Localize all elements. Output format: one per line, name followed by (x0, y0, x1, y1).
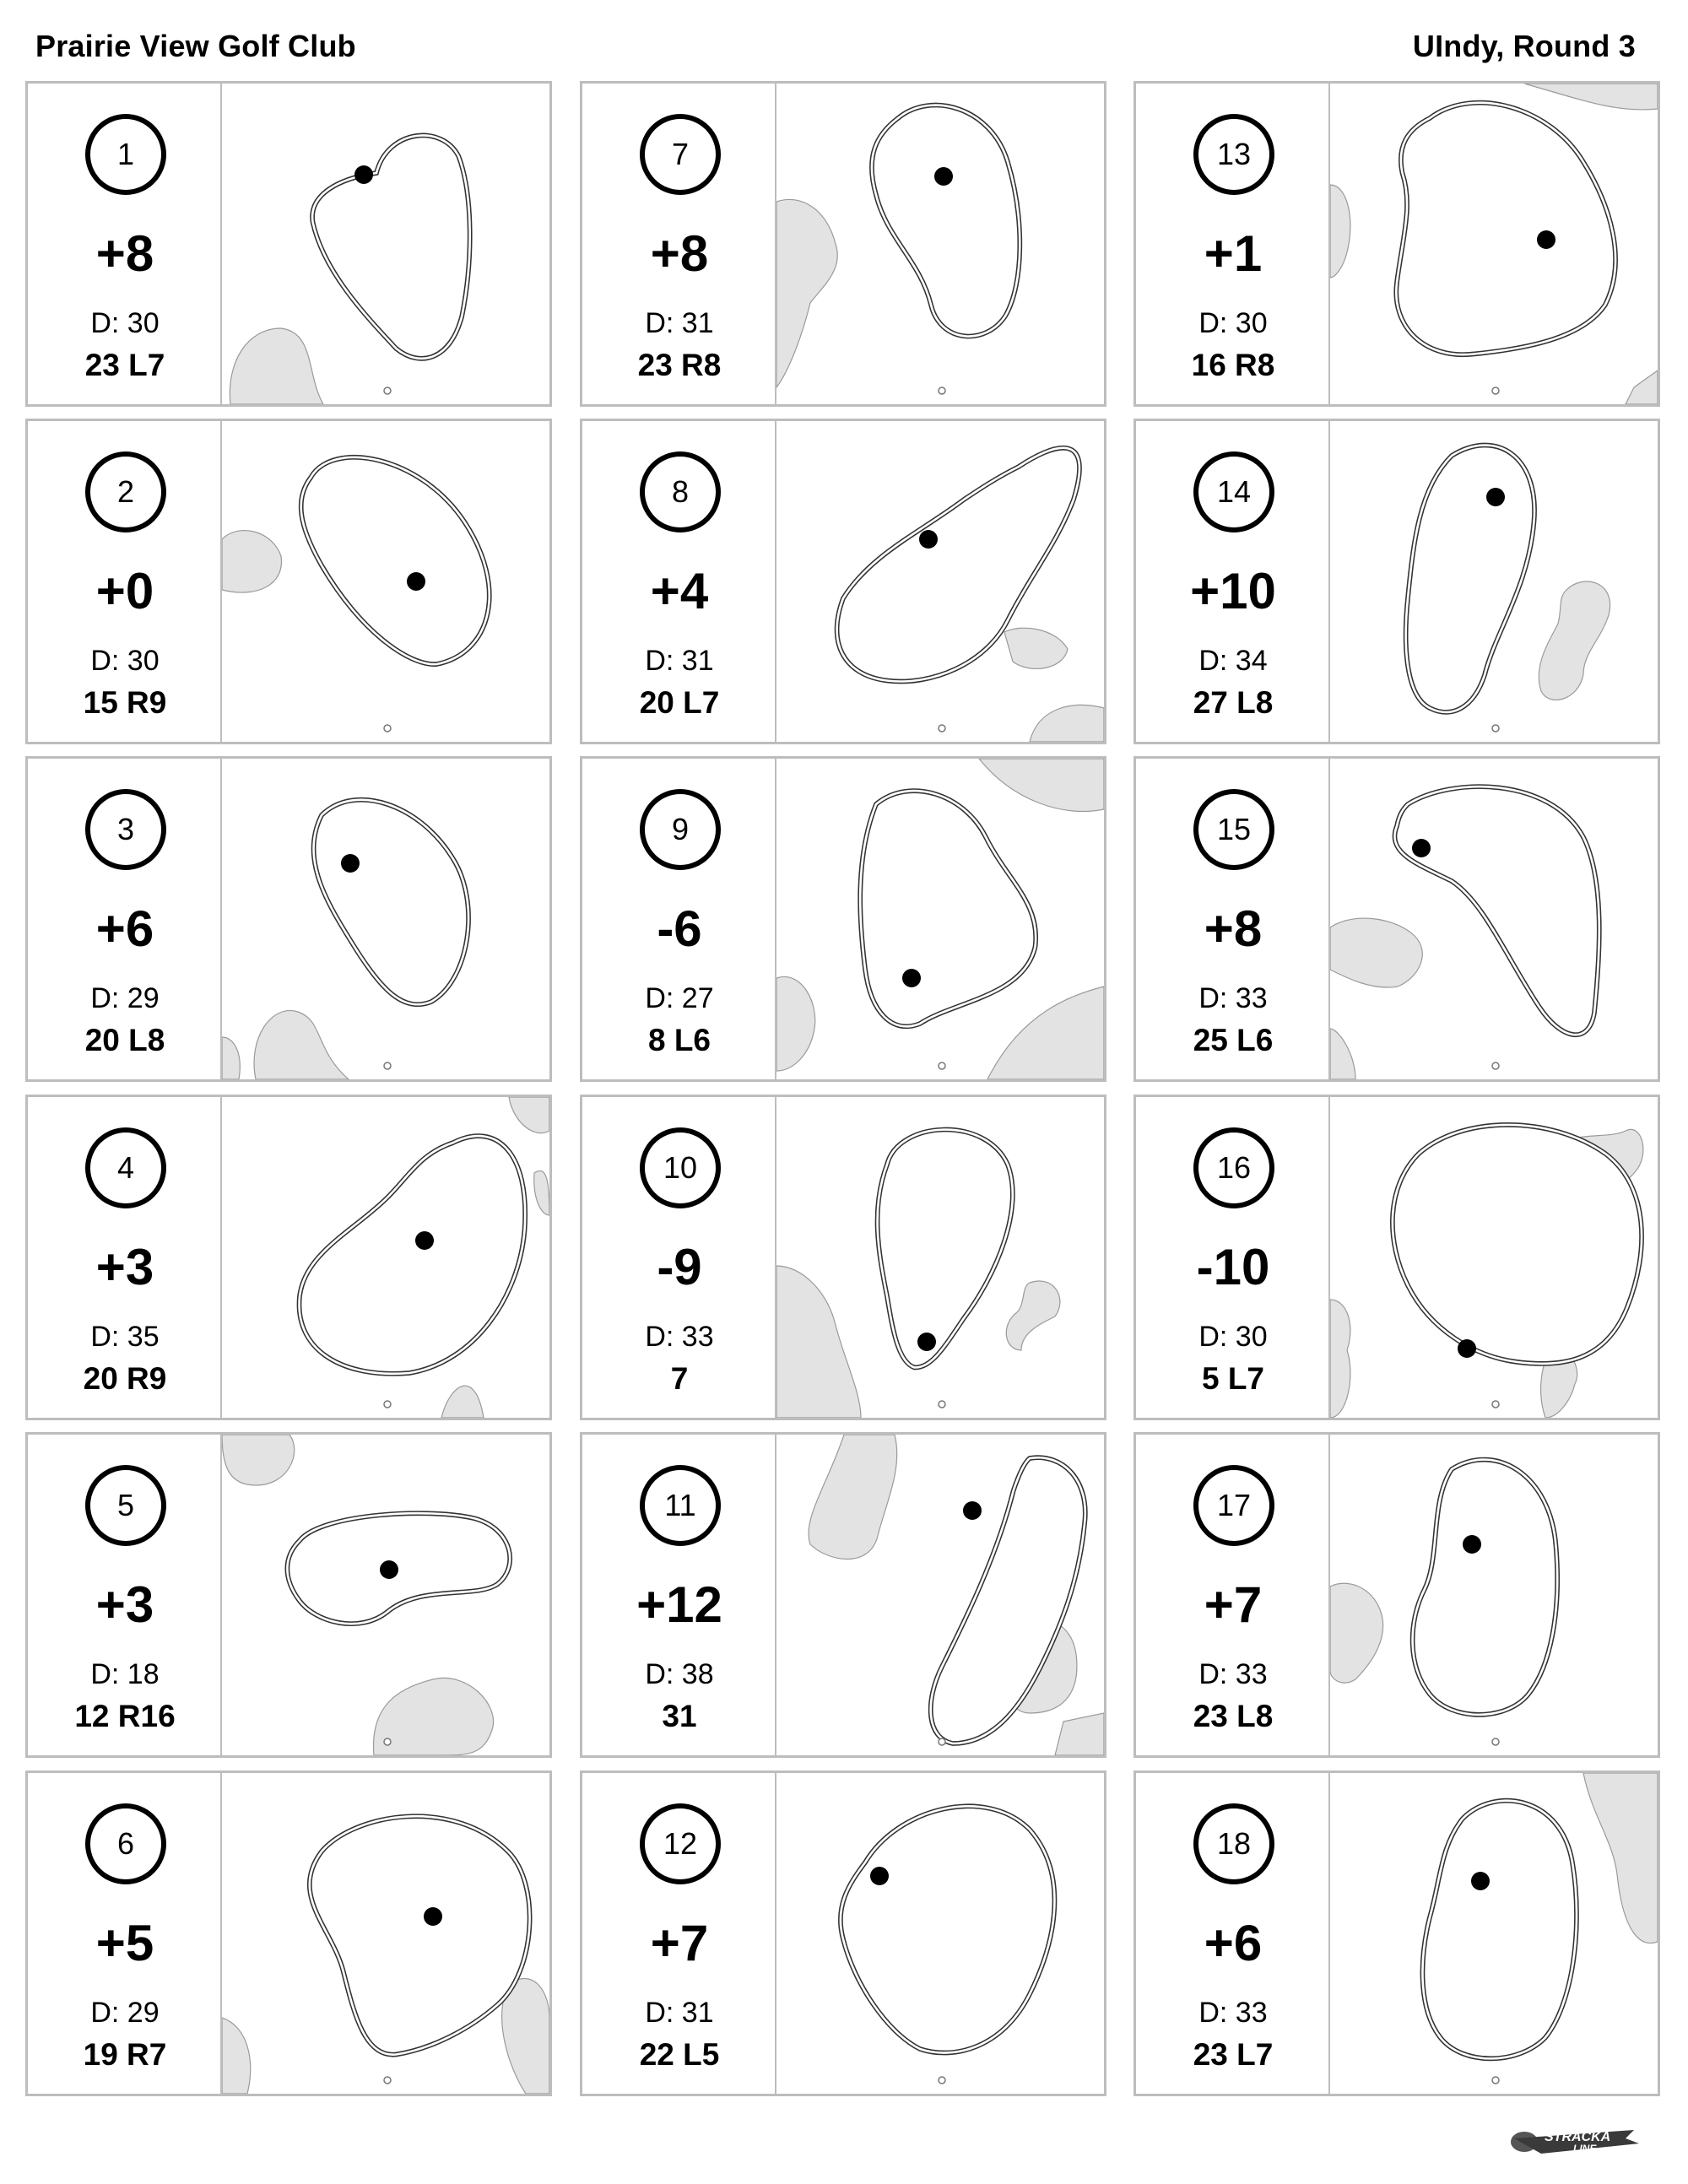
bunker (776, 199, 837, 387)
pin-dot (902, 969, 921, 987)
green-diagram (1330, 1773, 1658, 2094)
green-depth: D: 33 (1198, 982, 1268, 1014)
green-depth: D: 30 (1198, 307, 1268, 339)
green-depth: D: 29 (90, 1997, 160, 2029)
pin-dot (870, 1867, 889, 1885)
hole-score: -6 (657, 900, 702, 957)
green-svg (776, 84, 1104, 404)
bunker (1004, 628, 1068, 668)
hole-score: -10 (1196, 1239, 1270, 1295)
front-reference-marker (1492, 2077, 1499, 2084)
bunker (1626, 370, 1658, 404)
pin-position: 15 R9 (83, 685, 167, 720)
pin-position: 31 (662, 1699, 697, 1733)
bunker (1330, 1583, 1383, 1683)
pin-position: 23 L7 (1193, 2037, 1274, 2072)
green-svg (1330, 1435, 1658, 1755)
green-svg (776, 1773, 1104, 2094)
hole-number: 1 (85, 114, 166, 195)
green-svg (222, 1097, 549, 1418)
green-svg (222, 1435, 549, 1755)
pin-position: 20 R9 (83, 1361, 167, 1396)
strackaline-logo (1507, 2118, 1639, 2162)
bunker (222, 2018, 251, 2094)
front-reference-marker (384, 1062, 391, 1069)
front-reference-marker (939, 2077, 945, 2084)
hole-number: 5 (85, 1465, 166, 1546)
front-reference-marker (1492, 1401, 1499, 1408)
bunker (230, 328, 323, 404)
green-outline-group (1394, 787, 1599, 1035)
green-outline-group (860, 791, 1036, 1026)
green-outline (312, 135, 470, 358)
pin-position: 22 L5 (639, 2037, 720, 2072)
front-reference-marker (384, 1401, 391, 1408)
green-outline (287, 1513, 510, 1624)
bunker (776, 1266, 861, 1418)
hole-number: 6 (85, 1803, 166, 1884)
hole-info (1136, 1773, 1330, 2094)
green-depth: D: 31 (645, 1997, 714, 2029)
hole-info (28, 1773, 222, 2094)
hole-score: +12 (636, 1576, 722, 1633)
green-svg (222, 421, 549, 742)
green-diagram (1330, 1097, 1658, 1418)
green-svg (1330, 759, 1658, 1079)
front-reference-marker (939, 387, 945, 394)
pin-position: 16 R8 (1191, 348, 1275, 382)
green-diagram (222, 421, 549, 742)
green-outline-group (1422, 1801, 1577, 2059)
green-outline-group (314, 800, 469, 1005)
green-depth: D: 27 (645, 982, 714, 1014)
green-outline-group (1406, 445, 1534, 711)
green-outline (1394, 787, 1599, 1035)
green-depth: D: 31 (645, 307, 714, 339)
hole-score: +4 (650, 563, 709, 619)
green-depth: D: 30 (1198, 1321, 1268, 1353)
hole-info (1136, 421, 1330, 742)
hole-card (580, 81, 1106, 407)
green-depth: D: 34 (1198, 645, 1268, 677)
green-diagram (1330, 84, 1658, 404)
green-outline-group (287, 1513, 510, 1624)
hole-score: +3 (95, 1239, 154, 1295)
green-diagram (776, 759, 1104, 1079)
pin-dot (1412, 839, 1431, 857)
green-depth: D: 29 (90, 982, 160, 1014)
hole-card (580, 756, 1106, 1082)
bunker (222, 531, 281, 592)
svg-text:LINE: LINE (1573, 2143, 1597, 2154)
bunker (1030, 705, 1104, 742)
green-depth: D: 33 (1198, 1658, 1268, 1690)
green-svg (776, 421, 1104, 742)
bunker (809, 1435, 897, 1560)
pin-position: 20 L8 (84, 1023, 165, 1057)
hole-score: +6 (1204, 1915, 1263, 1971)
pin-dot (963, 1501, 982, 1520)
hole-number: 16 (1193, 1127, 1274, 1208)
hole-score: +8 (1204, 900, 1263, 957)
pin-dot (1471, 1872, 1490, 1890)
bunker (1583, 1773, 1658, 1943)
bunker (1055, 1713, 1104, 1755)
green-outline (1422, 1801, 1577, 2059)
hole-score: +10 (1190, 563, 1276, 619)
hole-card (580, 1770, 1106, 2096)
green-outline (1406, 445, 1534, 711)
bunker (254, 1010, 349, 1079)
hole-number: 2 (85, 451, 166, 532)
green-outline (860, 791, 1036, 1026)
green-outline (314, 800, 469, 1005)
hole-card (1133, 419, 1660, 744)
hole-card (25, 419, 552, 744)
green-svg (1330, 421, 1658, 742)
green-svg (222, 759, 549, 1079)
hole-card (25, 1095, 552, 1420)
front-reference-marker (939, 725, 945, 732)
green-diagram (1330, 1435, 1658, 1755)
pin-position: 25 L6 (1193, 1023, 1274, 1057)
hole-score: +7 (650, 1915, 709, 1971)
hole-info (582, 421, 776, 742)
pin-position: 23 L8 (1193, 1699, 1274, 1733)
green-depth: D: 33 (645, 1321, 714, 1353)
green-outline (1393, 1125, 1642, 1364)
pin-dot (1458, 1339, 1476, 1358)
pin-dot (1486, 488, 1505, 506)
green-outline (1413, 1460, 1558, 1715)
hole-number: 11 (640, 1465, 721, 1546)
pin-position: 7 (670, 1361, 689, 1396)
hole-number: 7 (640, 114, 721, 195)
bunker (534, 1170, 549, 1215)
pin-position: 27 L8 (1193, 685, 1274, 720)
pin-dot (424, 1907, 442, 1926)
green-diagram (776, 1435, 1104, 1755)
pin-dot (917, 1333, 936, 1351)
hole-number: 15 (1193, 789, 1274, 870)
green-depth: D: 30 (90, 645, 160, 677)
green-outline-group (878, 1130, 1013, 1368)
pin-position: 23 R8 (637, 348, 722, 382)
hole-number: 4 (85, 1127, 166, 1208)
green-outline-group (310, 1816, 530, 2054)
green-diagram (776, 84, 1104, 404)
hole-info (1136, 1097, 1330, 1418)
front-reference-marker (384, 387, 391, 394)
green-outline (301, 457, 490, 664)
green-outline (878, 1130, 1013, 1368)
pin-dot (934, 167, 953, 186)
bunker (222, 1435, 295, 1485)
hole-score: +3 (95, 1576, 154, 1633)
green-depth: D: 30 (90, 307, 160, 339)
green-outline-group (1393, 1125, 1642, 1364)
hole-number: 18 (1193, 1803, 1274, 1884)
club-name: Prairie View Golf Club (35, 29, 356, 63)
hole-info (28, 1097, 222, 1418)
green-svg (1330, 1097, 1658, 1418)
hole-card (25, 756, 552, 1082)
green-outline-group (300, 1136, 526, 1374)
pin-position: 12 R16 (74, 1699, 176, 1733)
hole-card (25, 81, 552, 407)
green-depth: D: 38 (645, 1658, 714, 1690)
front-reference-marker (939, 1062, 945, 1069)
hole-score: +1 (1204, 225, 1263, 282)
pin-position: 19 R7 (83, 2037, 167, 2072)
bunker (222, 1037, 240, 1079)
bunker (1330, 1300, 1350, 1418)
pin-position: 8 L6 (647, 1023, 711, 1057)
hole-card (25, 1432, 552, 1758)
bunker (509, 1097, 549, 1133)
hole-number: 17 (1193, 1465, 1274, 1546)
hole-number: 10 (640, 1127, 721, 1208)
hole-info (1136, 84, 1330, 404)
front-reference-marker (1492, 1738, 1499, 1745)
bunker (1330, 185, 1350, 278)
bunker (1524, 84, 1658, 110)
hole-number: 14 (1193, 451, 1274, 532)
green-diagram (1330, 421, 1658, 742)
bunker (987, 987, 1104, 1079)
green-depth: D: 35 (90, 1321, 160, 1353)
bunker (1006, 1281, 1060, 1350)
pin-dot (1537, 230, 1555, 249)
green-depth: D: 33 (1198, 1997, 1268, 2029)
front-reference-marker (1492, 725, 1499, 732)
bunker (1330, 918, 1422, 987)
front-reference-marker (1492, 1062, 1499, 1069)
hole-info (1136, 759, 1330, 1079)
hole-card (25, 1770, 552, 2096)
bunker (979, 759, 1104, 812)
front-reference-marker (939, 1401, 945, 1408)
hole-info (582, 1435, 776, 1755)
green-diagram (222, 759, 549, 1079)
hole-score: +6 (95, 900, 154, 957)
green-svg (222, 1773, 549, 2094)
pin-dot (354, 165, 373, 184)
hole-number: 3 (85, 789, 166, 870)
green-svg (776, 759, 1104, 1079)
green-svg (776, 1097, 1104, 1418)
hole-card (1133, 1095, 1660, 1420)
green-outline (841, 1806, 1055, 2052)
hole-score: +0 (95, 563, 154, 619)
green-outline-group (872, 105, 1020, 337)
hole-info (28, 84, 222, 404)
green-outline-group (1413, 1460, 1558, 1715)
green-depth: D: 31 (645, 645, 714, 677)
bunker (374, 1678, 494, 1755)
green-diagram (222, 1097, 549, 1418)
hole-card (580, 419, 1106, 744)
hole-grid (25, 81, 1663, 2098)
hole-card (1133, 1432, 1660, 1758)
pin-dot (1463, 1535, 1481, 1554)
bunker (776, 976, 815, 1071)
green-svg (1330, 84, 1658, 404)
green-svg (776, 1435, 1104, 1755)
hole-info (582, 1773, 776, 2094)
green-diagram (222, 84, 549, 404)
hole-score: +5 (95, 1915, 154, 1971)
bunker (1330, 1029, 1355, 1079)
hole-number: 9 (640, 789, 721, 870)
hole-info (1136, 1435, 1330, 1755)
green-diagram (222, 1773, 549, 2094)
hole-card (580, 1432, 1106, 1758)
hole-info (28, 421, 222, 742)
bunker (441, 1386, 484, 1418)
green-outline-group (301, 457, 490, 664)
hole-score: -9 (657, 1239, 702, 1295)
green-svg (222, 84, 549, 404)
pin-dot (919, 530, 938, 549)
green-outline (1396, 103, 1615, 355)
pin-dot (415, 1231, 434, 1250)
front-reference-marker (384, 2077, 391, 2084)
hole-info (582, 84, 776, 404)
front-reference-marker (384, 725, 391, 732)
green-outline (310, 1816, 530, 2054)
hole-card (1133, 81, 1660, 407)
green-diagram (222, 1435, 549, 1755)
hole-info (582, 1097, 776, 1418)
green-outline-group (841, 1806, 1055, 2052)
hole-info (28, 1435, 222, 1755)
pin-position: 20 L7 (639, 685, 720, 720)
bunker (1539, 581, 1610, 700)
front-reference-marker (1492, 387, 1499, 394)
green-diagram (1330, 759, 1658, 1079)
pin-dot (341, 854, 360, 873)
hole-score: +7 (1204, 1576, 1263, 1633)
hole-info (582, 759, 776, 1079)
green-outline-group (1396, 103, 1615, 355)
front-reference-marker (939, 1738, 945, 1745)
hole-number: 8 (640, 451, 721, 532)
green-diagram (776, 1097, 1104, 1418)
hole-score: +8 (650, 225, 709, 282)
green-diagram (776, 421, 1104, 742)
svg-text:STRACKA: STRACKA (1545, 2130, 1611, 2144)
pin-dot (380, 1560, 398, 1579)
green-depth: D: 18 (90, 1658, 160, 1690)
hole-score: +8 (95, 225, 154, 282)
front-reference-marker (384, 1738, 391, 1745)
pin-dot (407, 572, 425, 591)
hole-card (580, 1095, 1106, 1420)
hole-info (28, 759, 222, 1079)
hole-number: 12 (640, 1803, 721, 1884)
pin-position: 23 L7 (84, 348, 165, 382)
pin-position: 5 L7 (1201, 1361, 1265, 1396)
green-outline-group (312, 135, 470, 358)
hole-number: 13 (1193, 114, 1274, 195)
green-svg (1330, 1773, 1658, 2094)
event-title: UIndy, Round 3 (1412, 29, 1636, 63)
hole-card (1133, 756, 1660, 1082)
hole-card (1133, 1770, 1660, 2096)
green-diagram (776, 1773, 1104, 2094)
